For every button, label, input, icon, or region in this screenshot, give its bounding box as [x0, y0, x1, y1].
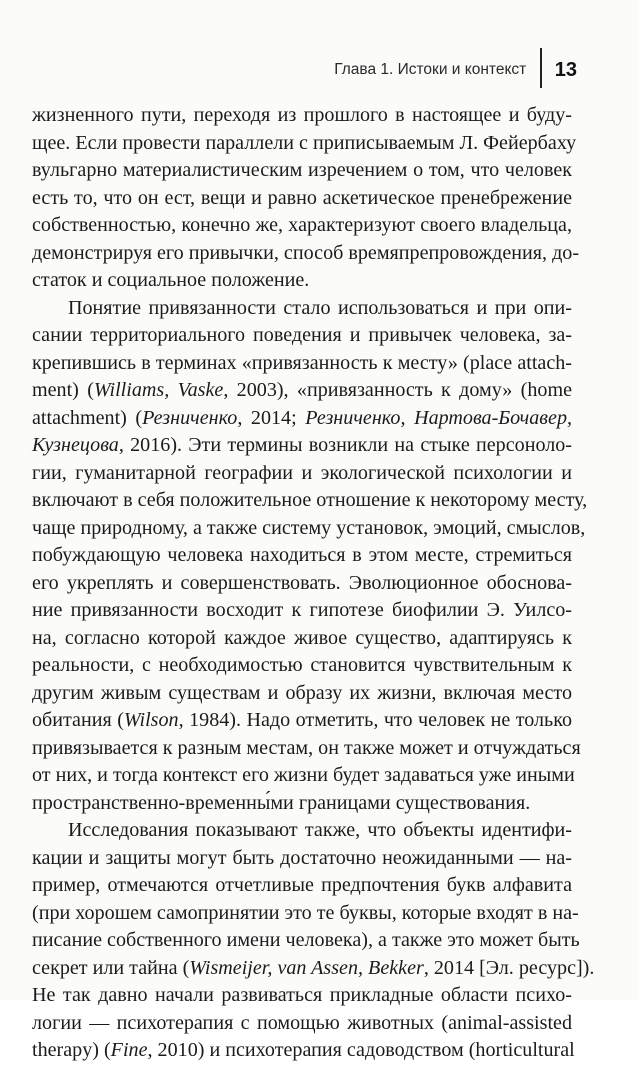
running-head — [334, 48, 577, 88]
text-segment: ment) ( — [32, 379, 94, 401]
citation-author: Wismeijer, van Assen, Bekker — [189, 956, 424, 979]
text-line — [32, 927, 580, 955]
text-segment: Не так давно начали развиваться прикладные области психо- — [32, 984, 572, 1006]
text-line — [32, 762, 575, 790]
text-line — [32, 982, 572, 1010]
text-line — [32, 405, 572, 433]
text-line — [32, 1010, 572, 1038]
text-segment: обитания ( — [32, 709, 124, 731]
citation-author: Williams, Vaske — [93, 379, 224, 401]
text-line — [32, 102, 572, 130]
text-segment: от них, и тогда контекст его жизни будет задаваться уже иными — [32, 764, 575, 786]
text-line — [32, 707, 572, 735]
text-segment: Понятие привязанности стало использоваться и при опи- — [68, 296, 572, 319]
citation-author: Кузнецова — [32, 434, 119, 456]
text-segment: пространственно-временны́ми границами существования. — [32, 791, 531, 814]
text-segment: вульгарно материалистическим изречением о том, что человек — [32, 159, 572, 181]
text-segment: therapy) ( — [32, 1039, 111, 1061]
text-segment: гии, гуманитарной географии и экологической психологии и — [32, 461, 572, 484]
text-line — [32, 377, 572, 405]
text-segment: демонстрируя его привычки, способ времяпрепровождения, до- — [32, 241, 580, 264]
text-segment: кации и защиты могут быть достаточно неожиданными — на- — [32, 846, 572, 869]
text-line — [32, 515, 586, 543]
text-line — [32, 267, 572, 295]
text-line — [32, 1037, 575, 1065]
text-segment: , 2016). Эти термины возникли на стыке персоноло- — [118, 434, 572, 456]
text-segment: побуждающую человека находиться в этом месте, стремиться — [32, 544, 572, 566]
text-line — [32, 597, 572, 625]
text-segment: логии — психотерапия с помощью животных (animal-assisted — [32, 1011, 572, 1034]
text-segment: , 2010) и психотерапия садоводством (horticultural — [147, 1039, 575, 1061]
text-segment: писание собственного имени человека), а также это может быть — [32, 929, 580, 951]
text-segment: привязывается к разным местам, он также может и отчуждаться — [32, 736, 581, 759]
text-segment: чаще природному, а также систему установок, эмоций, смыслов, — [32, 516, 586, 539]
text-line — [32, 625, 572, 653]
text-segment: , 2014 [Эл. ресурс]). — [423, 956, 595, 979]
text-segment: собственностью, конечно же, характеризуют своего владельца, — [32, 214, 572, 236]
text-segment: (при хорошем самопринятии это те буквы, которые входят в на- — [32, 901, 579, 924]
text-line — [32, 680, 572, 708]
text-segment: включают в себя положительное отношение к некоторому месту, — [32, 489, 588, 511]
text-segment: ние привязанности восходит к гипотезе биофилии Э. Уилсо- — [32, 599, 572, 621]
text-line — [32, 295, 572, 323]
citation-author: Резниченко, Нартова-Бочавер, — [305, 406, 573, 429]
text-segment: пример, отмечаются отчетливые предпочтения букв алфавита — [32, 874, 572, 896]
chapter-title: Глава 1. Истоки и контекст — [334, 61, 527, 78]
text-line — [32, 955, 595, 983]
text-line — [32, 212, 572, 240]
text-line — [32, 872, 572, 900]
text-segment: , 1984). Надо отметить, что человек не только — [178, 709, 572, 731]
text-line — [32, 570, 572, 598]
text-line — [32, 185, 572, 213]
text-line — [32, 487, 588, 515]
text-segment: другим живым существам и образу их жизни, включая место — [32, 681, 572, 704]
text-line — [32, 817, 572, 845]
text-segment: крепившись в терминах «привязанность к месту» (place attach- — [32, 351, 572, 374]
text-segment: щее. Если провести параллели с приписываемым Л. Фейербаху — [32, 131, 577, 154]
text-segment: , 2003), «привязанность к дому» (home — [223, 379, 572, 401]
body-text — [32, 102, 595, 1065]
text-segment: Исследования показывают также, что объекты идентифи- — [68, 819, 572, 841]
text-line — [32, 845, 572, 873]
text-line — [32, 652, 572, 680]
text-line — [32, 350, 572, 378]
text-line — [32, 130, 577, 158]
text-segment: , 2014; — [237, 406, 306, 429]
text-segment: статок и социальное положение. — [32, 269, 310, 291]
text-line — [32, 240, 580, 268]
text-line — [32, 900, 579, 928]
text-segment: жизненного пути, переходя из прошлого в настоящее и буду- — [32, 104, 572, 126]
citation-author: Wilson — [123, 709, 179, 731]
text-line — [32, 322, 572, 350]
text-segment: сании территориального поведения и привычек человека, за- — [32, 324, 572, 346]
citation-author: Fine — [110, 1039, 148, 1061]
text-line — [32, 432, 572, 460]
text-segment: attachment) ( — [32, 406, 143, 429]
text-segment: на, согласно которой каждое живое существо, адаптируясь к — [32, 626, 572, 649]
text-segment: секрет или тайна ( — [32, 956, 190, 979]
text-line — [32, 790, 572, 818]
text-segment: реальности, с необходимостью становится чувствительным к — [32, 654, 572, 676]
page-number: 13 — [554, 58, 577, 81]
citation-author: Резниченко — [142, 406, 238, 429]
text-line — [32, 735, 581, 763]
text-segment: его укреплять и совершенствовать. Эволюционное обоснова- — [32, 571, 572, 594]
text-line — [32, 542, 572, 570]
text-line — [32, 460, 572, 488]
text-line — [32, 157, 572, 185]
text-segment: есть то, что он ест, вещи и равно аскетическое пренебрежение — [32, 186, 572, 209]
